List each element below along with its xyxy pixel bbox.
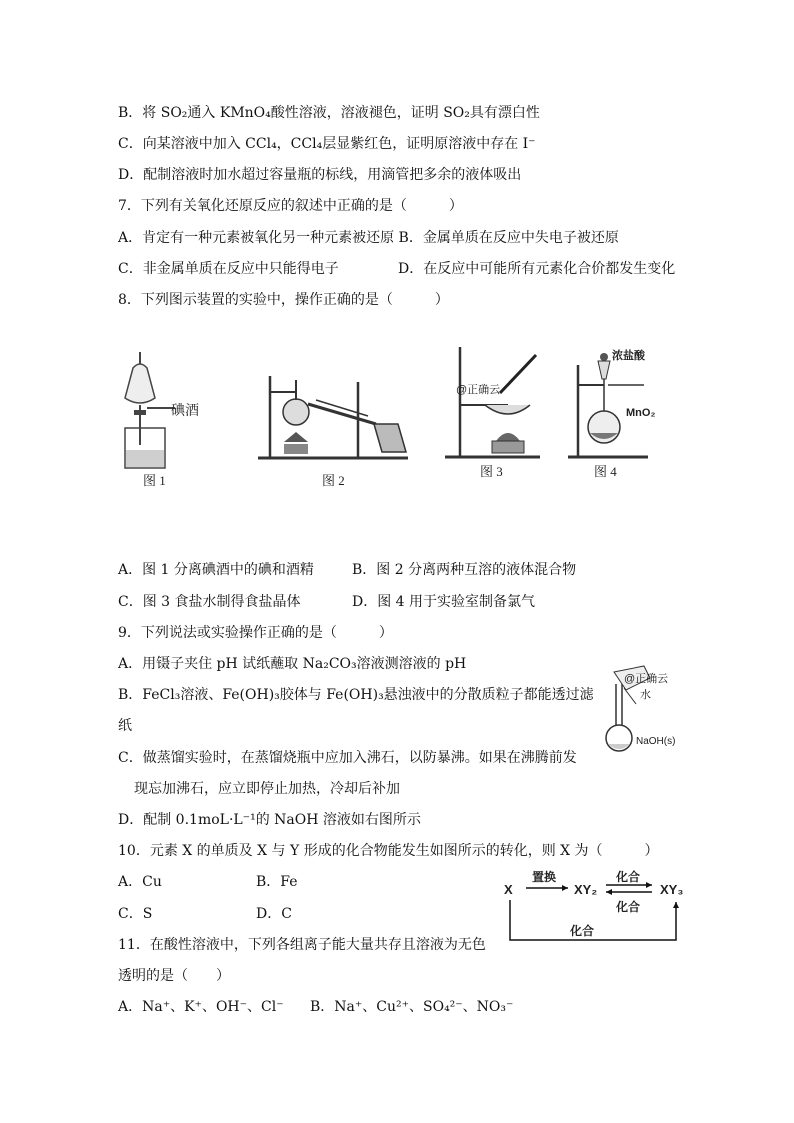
q6-option-c: C．向某溶液中加入 CCl₄，CCl₄层显紫红色，证明原溶液中存在 I⁻ [118,136,536,152]
q7-stem: 7．下列有关氧化还原反应的叙述中正确的是（ ） [118,198,463,214]
scheme-combine-top-label: 化合 [616,870,641,884]
q8-option-b: B．图 2 分离两种互溶的液体混合物 [352,562,577,578]
q11-option-b: B．Na⁺、Cu²⁺、SO₄²⁻、NO₃⁻ [310,999,514,1015]
figure-q9-naoh-label: NaOH(s) [636,736,676,747]
scheme-x: X [504,882,513,897]
q11-stem-line1: 11．在酸性溶液中，下列各组离子能大量共存且溶液为无色 [118,937,486,953]
q10-stem: 10．元素 X 的单质及 X 与 Y 形成的化合物能发生如图所示的转化，则 X 为（ ） [118,843,659,859]
q10-option-c: C．S [118,906,153,922]
q7-option-d: D．在反应中可能所有元素化合价都发生变化 [398,261,676,277]
scheme-xy3: XY₃ [660,882,684,897]
figure-2-caption: 图 2 [322,473,345,488]
figure-4-mno2-label: MnO₂ [626,407,656,419]
q11-option-a: A．Na⁺、K⁺、OH⁻、Cl⁻ [118,999,284,1015]
q9-stem: 9．下列说法或实验操作正确的是（ ） [118,625,393,641]
q7-option-c: C．非金属单质在反应中只能得电子 [118,261,339,277]
q6-option-d: D．配制溶液时加水超过容量瓶的标线，用滴管把多余的液体吸出 [118,167,522,183]
figure-3-watermark: @正确云 [456,384,501,396]
figure-4 [568,345,688,480]
q9-option-a: A．用镊子夹住 pH 试纸蘸取 Na₂CO₃溶液测溶液的 pH [118,656,467,672]
q8-option-a: A．图 1 分离碘酒中的碘和酒精 [118,562,314,578]
figure-q9-water-label: 水 [640,689,651,701]
q11-stem-line2: 透明的是（ ） [118,968,230,984]
figure-q9-watermark: @正确云 [624,673,669,685]
q9-option-d: D．配制 0.1moL·L⁻¹的 NaOH 溶液如右图所示 [118,812,421,828]
figure-1 [115,350,225,490]
figure-q9 [596,664,692,760]
q10-option-d: D．C [256,906,292,922]
q8-option-c: C．图 3 食盐水制得食盐晶体 [118,594,301,610]
figure-3-caption: 图 3 [480,464,503,479]
q8-stem: 8．下列图示装置的实验中，操作正确的是（ ） [118,292,449,308]
q9-option-c-line1: C．做蒸馏实验时，在蒸馏烧瓶中应加入沸石，以防暴沸。如果在沸腾前发 [118,750,577,766]
transformation-scheme [500,866,696,948]
q10-option-b: B．Fe [256,874,298,890]
q6-option-b: B．将 SO₂通入 KMnO₄酸性溶液，溶液褪色，证明 SO₂具有漂白性 [118,105,540,121]
q9-option-b-line2: 纸 [118,718,132,734]
q7-options-ab: A．肯定有一种元素被氧化另一种元素被还原 B．金属单质在反应中失电子被还原 [118,230,619,246]
figure-4-acid-label: 浓盐酸 [612,350,645,362]
q9-option-b-line1: B．FeCl₃溶液、Fe(OH)₃胶体与 Fe(OH)₃悬浊液中的分散质粒子都能透过滤 [118,687,594,703]
q8-option-d: D．图 4 用于实验室制备氯气 [352,594,536,610]
figure-1-label: 碘酒 [171,404,199,419]
scheme-xy2: XY₂ [574,882,598,897]
figure-1-caption: 图 1 [143,473,166,488]
scheme-combine-bottom-label: 化合 [570,924,595,938]
q9-option-c-line2: 现忘加沸石，应立即停止加热，冷却后补加 [134,781,400,797]
q10-option-a: A．Cu [118,874,162,890]
figure-4-caption: 图 4 [594,464,617,479]
scheme-replace-label: 置换 [532,870,557,884]
figure-2 [258,362,418,487]
scheme-combine-mid-label: 化合 [616,900,641,914]
figure-3 [440,345,550,480]
